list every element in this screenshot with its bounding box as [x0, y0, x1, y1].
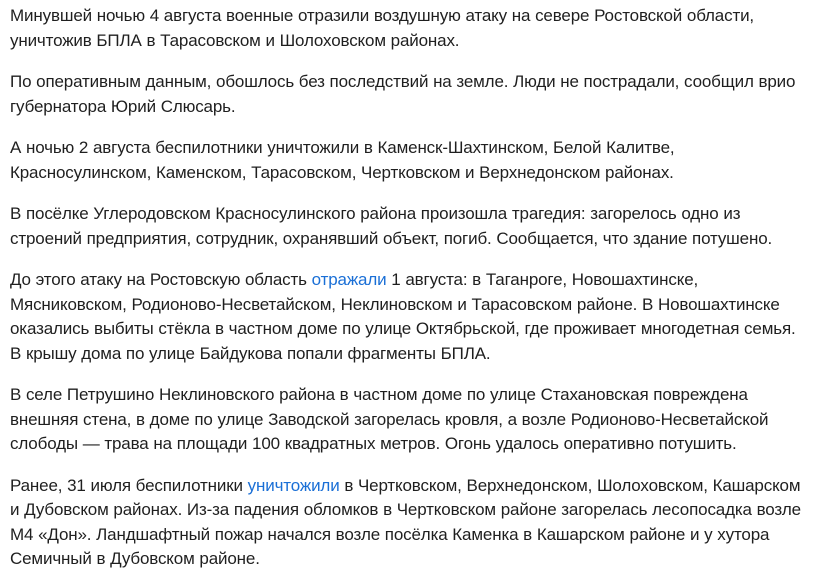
link-repelled[interactable]: отражали	[311, 270, 387, 289]
paragraph-5-text-after: 1 августа: в Таганроге, Новошахтинске, Мясниковском, Родионово-Несветайском, Неклиновском и Тарасовском районе. В Новошахтинске оказались выбиты стёкла в частном доме по улице Октябрьской, где проживает многодетная семья. В крышу дома по улице Байдукова попали фрагменты БПЛА.	[10, 270, 796, 363]
link-destroyed[interactable]: уничтожили	[247, 475, 340, 495]
paragraph-2: По оперативным данным, обошлось без последствий на земле. Люди не пострадали, сообщил врио губернатора Юрий Слюсарь.	[10, 72, 796, 116]
paragraph-3: А ночью 2 августа беспилотники уничтожили в Каменск-Шахтинском, Белой Калитве, Красносулинском, Каменском, Тарасовском, Чертковском и Верхнедонском районах.	[10, 138, 675, 182]
paragraph-7-text-after: в Чертковском, Верхнедонском, Шолоховском, Кашарском и Дубовском районах. Из-за падения обломков в Чертковском районе загорелась лесопосадка возле М4 «Дон». Ландшафтный пожар начался возле посёлка Каменка в Кашарском районе и у хутора Семичный в Дубовском районе.	[10, 475, 801, 568]
paragraph-7-text-before: Ранее, 31 июля беспилотники	[10, 475, 248, 495]
paragraph-6: В селе Петрушино Неклиновского района в частном доме по улице Стахановская повреждена внешняя стена, в доме по улице Заводской загорелась кровля, а возле Родионово-Несветайской слободы — трава на площади 100 квадратных метров. Огонь удалось оперативно потушить.	[10, 385, 769, 453]
paragraph-1: Минувшей ночью 4 августа военные отразили воздушную атаку на севере Ростовской области, уничтожив БПЛА в Тарасовском и Шолоховском районах.	[10, 6, 754, 50]
paragraph-5	[10, 268, 806, 366]
paragraph-5-text-before: До этого атаку на Ростовскую область	[10, 270, 312, 289]
paragraph-4: В посёлке Углеродовском Красносулинского района произошла трагедия: загорелось одно из строений предприятия, сотрудник, охранявший объект, погиб. Сообщается, что здание потушено.	[10, 204, 773, 248]
paragraph-7	[10, 474, 806, 572]
